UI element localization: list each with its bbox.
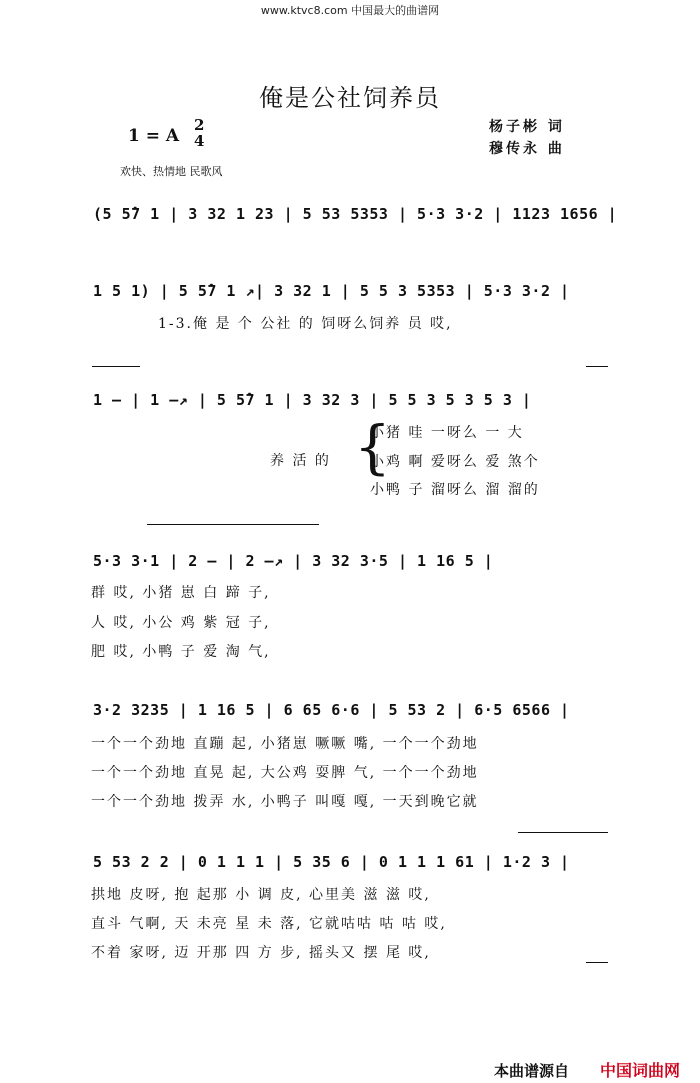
slur-line [147, 524, 319, 525]
verse-brace: { [354, 413, 391, 481]
key-signature: 1 = A [128, 126, 180, 146]
time-signature [194, 117, 204, 149]
score-row-6-notes: 5 53 2 2 | 0 1 1 1 | 5 35 6 | 0 1 1 1 61 | 1·2 3 | [93, 853, 570, 871]
verse-2-lyric: 一个一个劲地 直晃 起, 大公鸡 耍脾 气, 一个一个劲地 [91, 765, 479, 781]
verse-3-lyric: 不着 家呀, 迈 开那 四 方 步, 摇头又 摆 尾 哎, [91, 945, 431, 961]
site-watermark: www.ktvc8.com 中国最大的曲谱网 [260, 4, 440, 17]
verse-1-lyric: 一个一个劲地 直蹦 起, 小猪崽 噘噘 嘴, 一个一个劲地 [91, 736, 479, 752]
footer-brand: 中国词曲网 [600, 1061, 681, 1080]
slur-line [92, 366, 140, 367]
verse-1-lyric: 群 哎, 小猪 崽 白 蹄 子, [91, 585, 271, 601]
verse-1-lyric: 拱地 皮呀, 抱 起那 小 调 皮, 心里美 滋 滋 哎, [91, 887, 431, 903]
slur-line [586, 962, 608, 963]
verse-1-lyric: 小猪 哇 一呀么 一 大 [370, 425, 524, 441]
verse-3-lyric: 小鸭 子 溜呀么 溜 溜的 [370, 482, 540, 498]
lyricist-credit: 杨子彬 词 [489, 119, 565, 135]
verse-3-lyric: 一个一个劲地 拨弄 水, 小鸭子 叫嘎 嘎, 一天到晚它就 [91, 794, 479, 810]
score-row-4-notes: 5·3 3·1 | 2 — | 2 —↗ | 3 32 3·5 | 1 16 5 | [93, 552, 494, 570]
footer-source: 本曲谱源自 [494, 1062, 570, 1080]
score-row-1-notes: (5 5̂7 1 | 3 32 1 23 | 5 53 5353 | 5·3 3·2 | 1123 1656 | [93, 205, 618, 223]
score-row-2-notes: 1 5 1) | 5 5̂7 1 ↗| 3 32 1 | 5 5 3 5353 | 5·3 3·2 | [93, 282, 570, 300]
score-row-2-lyric: 1-3.俺 是 个 公社 的 饲呀么饲养 员 哎, [158, 316, 453, 332]
verse-2-lyric: 小鸡 啊 爱呀么 爱 煞个 [370, 454, 540, 470]
score-row-3-lead: 养 活 的 [270, 453, 331, 469]
verse-2-lyric: 人 哎, 小公 鸡 紫 冠 子, [91, 615, 271, 631]
composer-credit: 穆传永 曲 [489, 141, 565, 157]
time-bottom: 4 [194, 132, 205, 150]
score-row-3-notes: 1 — | 1 —↗ | 5 5̂7 1 | 3 32 3 | 5 5 3 5 3 5 3 | [93, 391, 532, 409]
tempo-marking: 欢快、热情地 民歌风 [120, 165, 223, 178]
verse-3-lyric: 肥 哎, 小鸭 子 爱 淘 气, [91, 644, 271, 660]
time-top: 2 [194, 116, 205, 134]
song-title: 俺是公社饲养员 [259, 84, 441, 112]
score-row-5-notes: 3·2 3235 | 1 16 5 | 6 65 6·6 | 5 53 2 | 6·5 6566 | [93, 701, 570, 719]
slur-line [518, 832, 608, 833]
slur-line [586, 366, 608, 367]
verse-2-lyric: 直斗 气啊, 天 未亮 星 未 落, 它就咕咕 咕 咕 哎, [91, 916, 447, 932]
